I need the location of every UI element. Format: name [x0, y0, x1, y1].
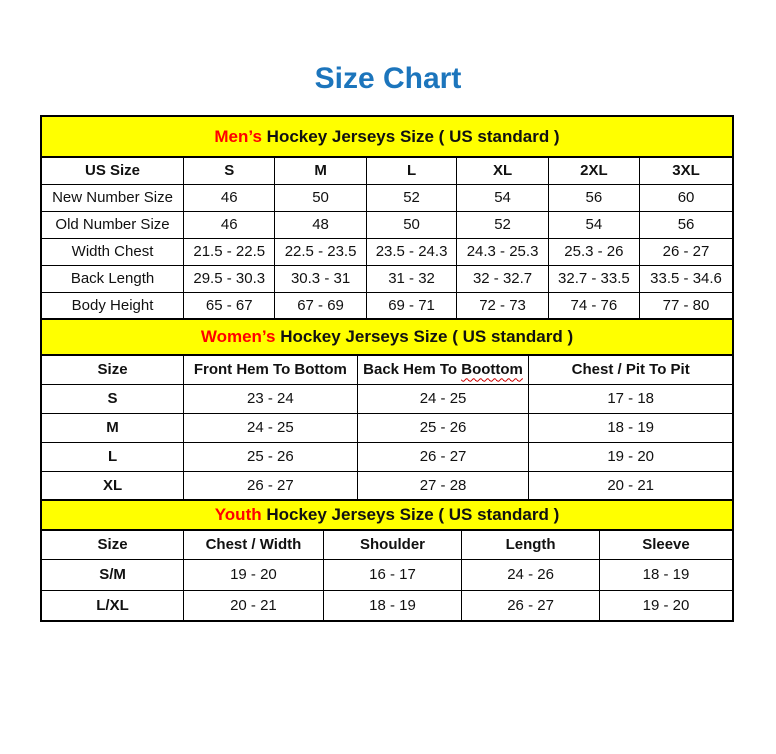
column-header: S — [184, 157, 275, 184]
value-cell: 54 — [548, 211, 639, 238]
column-header: Sleeve — [599, 530, 733, 559]
table-row — [41, 413, 733, 442]
value-cell: 74 - 76 — [548, 292, 639, 319]
mens-section-header — [41, 116, 733, 157]
womens-column-header-row — [41, 355, 733, 384]
value-cell: 21.5 - 22.5 — [184, 238, 275, 265]
value-cell: 24 - 25 — [184, 413, 358, 442]
value-cell: 46 — [184, 211, 275, 238]
value-cell: 48 — [275, 211, 366, 238]
table-row — [41, 384, 733, 413]
section-title-text: Hockey Jerseys Size ( US standard ) — [266, 505, 560, 524]
value-cell: 56 — [548, 184, 639, 211]
value-cell: 25 - 26 — [357, 413, 529, 442]
row-label-cell: M — [41, 413, 184, 442]
column-header: Shoulder — [323, 530, 461, 559]
table-row — [41, 184, 733, 211]
table-row — [41, 292, 733, 319]
size-chart-tables — [40, 115, 734, 622]
value-cell: 29.5 - 30.3 — [184, 265, 275, 292]
row-label-cell: Body Height — [41, 292, 184, 319]
youth-size-table — [40, 499, 734, 622]
row-label-cell: L — [41, 442, 184, 471]
value-cell: 52 — [366, 184, 457, 211]
column-header: 3XL — [640, 157, 733, 184]
column-header: 2XL — [548, 157, 639, 184]
value-cell: 22.5 - 23.5 — [275, 238, 366, 265]
value-cell: 54 — [457, 184, 548, 211]
value-cell: 77 - 80 — [640, 292, 733, 319]
mens-size-table — [40, 115, 734, 320]
value-cell: 20 - 21 — [184, 590, 324, 621]
column-header-text: Back Hem To — [363, 361, 462, 379]
value-cell: 24 - 25 — [357, 384, 529, 413]
value-cell: 25.3 - 26 — [548, 238, 639, 265]
value-cell: 19 - 20 — [529, 442, 733, 471]
section-title-highlight: Youth — [214, 505, 262, 524]
table-row — [41, 442, 733, 471]
row-label-cell: XL — [41, 471, 184, 500]
row-label-cell: S/M — [41, 559, 184, 590]
table-row — [41, 238, 733, 265]
value-cell: 23 - 24 — [184, 384, 358, 413]
page-title: Size Chart — [314, 62, 462, 95]
table-row — [41, 265, 733, 292]
section-title-text: Hockey Jerseys Size ( US standard ) — [266, 126, 560, 146]
value-cell: 18 - 19 — [599, 559, 733, 590]
column-header: M — [275, 157, 366, 184]
value-cell: 46 — [184, 184, 275, 211]
womens-size-table — [40, 318, 734, 501]
column-header: L — [366, 157, 457, 184]
value-cell: 24.3 - 25.3 — [457, 238, 548, 265]
value-cell: 19 - 20 — [184, 559, 324, 590]
value-cell: 17 - 18 — [529, 384, 733, 413]
column-header — [357, 355, 529, 384]
table-row — [41, 590, 733, 621]
section-title-highlight: Women’s — [200, 327, 276, 346]
column-header: Chest / Pit To Pit — [529, 355, 733, 384]
value-cell: 56 — [640, 211, 733, 238]
section-title-text: Hockey Jerseys Size ( US standard ) — [280, 327, 574, 346]
row-label-cell: Old Number Size — [41, 211, 184, 238]
column-header: Size — [41, 530, 184, 559]
row-label-cell: Width Chest — [41, 238, 184, 265]
value-cell: 50 — [366, 211, 457, 238]
value-cell: 27 - 28 — [357, 471, 529, 500]
column-header: Front Hem To Bottom — [184, 355, 358, 384]
value-cell: 26 - 27 — [640, 238, 733, 265]
row-label-cell: S — [41, 384, 184, 413]
value-cell: 31 - 32 — [366, 265, 457, 292]
value-cell: 69 - 71 — [366, 292, 457, 319]
value-cell: 16 - 17 — [323, 559, 461, 590]
value-cell: 26 - 27 — [357, 442, 529, 471]
value-cell: 50 — [275, 184, 366, 211]
value-cell: 67 - 69 — [275, 292, 366, 319]
value-cell: 32.7 - 33.5 — [548, 265, 639, 292]
value-cell: 65 - 67 — [184, 292, 275, 319]
value-cell: 20 - 21 — [529, 471, 733, 500]
value-cell: 32 - 32.7 — [457, 265, 548, 292]
value-cell: 52 — [457, 211, 548, 238]
value-cell: 26 - 27 — [184, 471, 358, 500]
value-cell: 24 - 26 — [462, 559, 600, 590]
column-header: Size — [41, 355, 184, 384]
row-label-cell: Back Length — [41, 265, 184, 292]
table-row — [41, 211, 733, 238]
womens-section-header — [41, 319, 733, 355]
value-cell: 60 — [640, 184, 733, 211]
value-cell: 30.3 - 31 — [275, 265, 366, 292]
column-header: US Size — [41, 157, 184, 184]
table-row — [41, 471, 733, 500]
value-cell: 23.5 - 24.3 — [366, 238, 457, 265]
section-title-highlight: Men’s — [214, 126, 262, 146]
value-cell: 26 - 27 — [462, 590, 600, 621]
value-cell: 72 - 73 — [457, 292, 548, 319]
value-cell: 18 - 19 — [529, 413, 733, 442]
mens-column-header-row — [41, 157, 733, 184]
column-header: Length — [462, 530, 600, 559]
table-row — [41, 559, 733, 590]
row-label-cell: L/XL — [41, 590, 184, 621]
column-header: XL — [457, 157, 548, 184]
youth-section-header — [41, 500, 733, 530]
value-cell: 25 - 26 — [184, 442, 358, 471]
value-cell: 19 - 20 — [599, 590, 733, 621]
row-label-cell: New Number Size — [41, 184, 184, 211]
value-cell: 33.5 - 34.6 — [640, 265, 733, 292]
column-header: Chest / Width — [184, 530, 324, 559]
value-cell: 18 - 19 — [323, 590, 461, 621]
youth-column-header-row — [41, 530, 733, 559]
misspelled-word: Boottom — [461, 361, 523, 379]
